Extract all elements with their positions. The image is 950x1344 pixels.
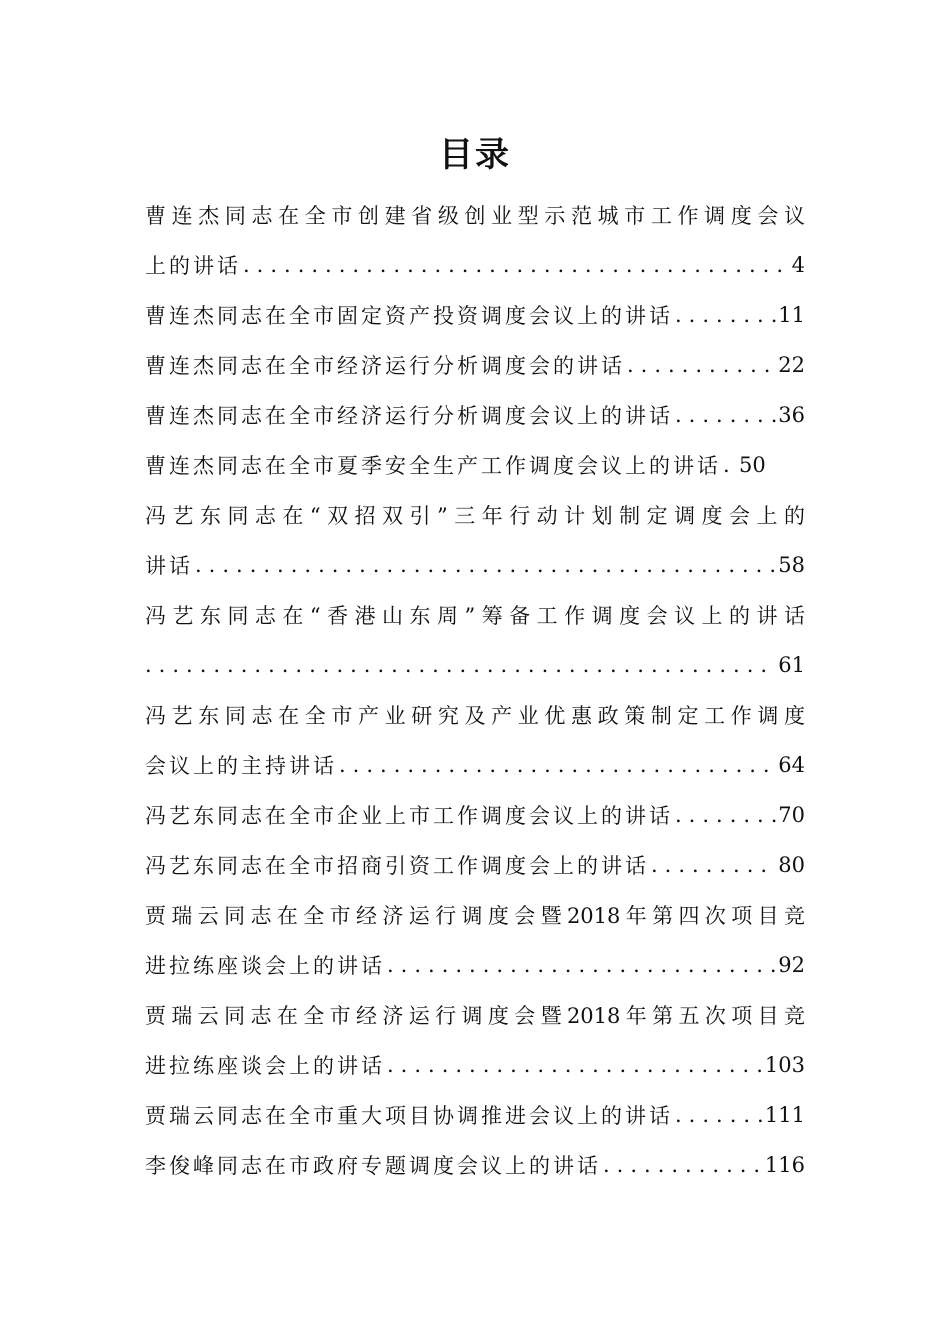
toc-page-number: 36	[778, 403, 805, 427]
toc-page-number: 58	[778, 553, 805, 577]
dot-leader	[145, 653, 776, 677]
dot-leader	[603, 1153, 763, 1177]
toc-entry[interactable]	[145, 990, 805, 1090]
page-title: 目录	[439, 135, 511, 175]
toc-entry-text: 讲话	[145, 554, 193, 578]
toc-entry-line	[145, 1140, 805, 1190]
dot-leader	[675, 303, 776, 327]
toc-entry-text: 进拉练座谈会上的讲话	[145, 954, 385, 978]
toc-entry-text: 曹连杰同志在全市经济运行分析调度会议上的讲话	[145, 404, 673, 428]
dot-leader	[243, 253, 790, 277]
toc-entry-line	[145, 790, 805, 840]
toc-entry-text: 会议上的主持讲话	[145, 754, 337, 778]
toc-entry-line	[145, 290, 805, 340]
toc-entry-line	[145, 590, 805, 640]
toc-page-number: 116	[764, 1153, 805, 1177]
dot-leader	[675, 1103, 763, 1127]
toc-entry-line	[145, 990, 805, 1040]
toc-entry-line	[145, 190, 805, 240]
toc-page-number: 92	[778, 953, 805, 977]
toc-entry[interactable]	[145, 290, 805, 340]
dot-leader	[675, 803, 776, 827]
toc-page-number: 11	[778, 303, 805, 327]
toc-page-number: 111	[764, 1103, 805, 1127]
toc-entry-text: 冯艺东同志在全市产业研究及产业优惠政策制定工作调度	[145, 704, 805, 728]
toc-entry[interactable]	[145, 340, 805, 390]
toc-page-number: 4	[791, 253, 805, 277]
toc-entry-line	[145, 390, 805, 440]
toc-entry-line	[145, 640, 805, 690]
toc-entry-text: 贾瑞云同志在全市重大项目协调推进会议上的讲话	[145, 1104, 673, 1128]
toc-entry-text: 曹连杰同志在全市固定资产投资调度会议上的讲话	[145, 304, 673, 328]
toc-entry[interactable]	[145, 1140, 805, 1190]
toc-entry-text: 曹连杰同志在全市创建省级创业型示范城市工作调度会议	[145, 204, 805, 228]
dot-leader	[339, 753, 776, 777]
toc-entry[interactable]	[145, 590, 805, 690]
toc-entry-text: 冯艺东同志在“香港山东周”筹备工作调度会议上的讲话	[145, 604, 805, 628]
toc-entry-text: 进拉练座谈会上的讲话	[145, 1054, 385, 1078]
toc-entry-line	[145, 840, 805, 890]
dot-leader	[675, 403, 776, 427]
toc-entry-text: 冯艺东同志在全市招商引资工作调度会上的讲话	[145, 854, 649, 878]
toc-entry-text: 贾瑞云同志在全市经济运行调度会暨2018年第四次项目竞	[145, 904, 805, 928]
toc-entry[interactable]	[145, 890, 805, 990]
toc-entry-text: 贾瑞云同志在全市经济运行调度会暨2018年第五次项目竞	[145, 1004, 805, 1028]
toc-entry-line	[145, 340, 805, 390]
toc-entry[interactable]	[145, 690, 805, 790]
dot-leader	[723, 453, 737, 477]
toc-entry-line	[145, 740, 805, 790]
toc-entry-line	[145, 440, 805, 490]
toc-page-number: 64	[778, 753, 805, 777]
toc-entry-text: 曹连杰同志在全市经济运行分析调度会的讲话	[145, 354, 625, 378]
toc-page-number: 22	[778, 353, 805, 377]
toc-entry[interactable]	[145, 1090, 805, 1140]
toc-entry[interactable]	[145, 790, 805, 840]
dot-leader	[651, 853, 776, 877]
toc-page-number: 61	[778, 653, 805, 677]
toc-entry[interactable]	[145, 440, 805, 490]
toc-entry-text: 李俊峰同志在市政府专题调度会议上的讲话	[145, 1154, 601, 1178]
toc-entry-text: 曹连杰同志在全市夏季安全生产工作调度会议上的讲话	[145, 454, 721, 478]
toc-entry-line	[145, 1090, 805, 1140]
toc-entry[interactable]	[145, 490, 805, 590]
toc-page-number: 70	[778, 803, 805, 827]
dot-leader	[387, 1053, 763, 1077]
toc-entry-text: 冯艺东同志在全市企业上市工作调度会议上的讲话	[145, 804, 673, 828]
toc-entry-line	[145, 940, 805, 990]
toc-list	[145, 190, 805, 1190]
toc-entry-text: 上的讲话	[145, 254, 241, 278]
toc-page-number: 80	[778, 853, 805, 877]
toc-entry-line	[145, 1040, 805, 1090]
toc-entry-line	[145, 540, 805, 590]
toc-entry-line	[145, 690, 805, 740]
toc-page-number: 103	[764, 1053, 805, 1077]
dot-leader	[387, 953, 776, 977]
toc-page-number: 50	[739, 453, 766, 477]
toc-entry-line	[145, 490, 805, 540]
toc-entry-line	[145, 890, 805, 940]
toc-entry[interactable]	[145, 840, 805, 890]
toc-entry-line	[145, 240, 805, 290]
dot-leader	[627, 353, 776, 377]
toc-entry[interactable]	[145, 390, 805, 440]
dot-leader	[195, 553, 776, 577]
toc-entry-text: 冯艺东同志在“双招双引”三年行动计划制定调度会上的	[145, 504, 805, 528]
toc-entry[interactable]	[145, 190, 805, 290]
